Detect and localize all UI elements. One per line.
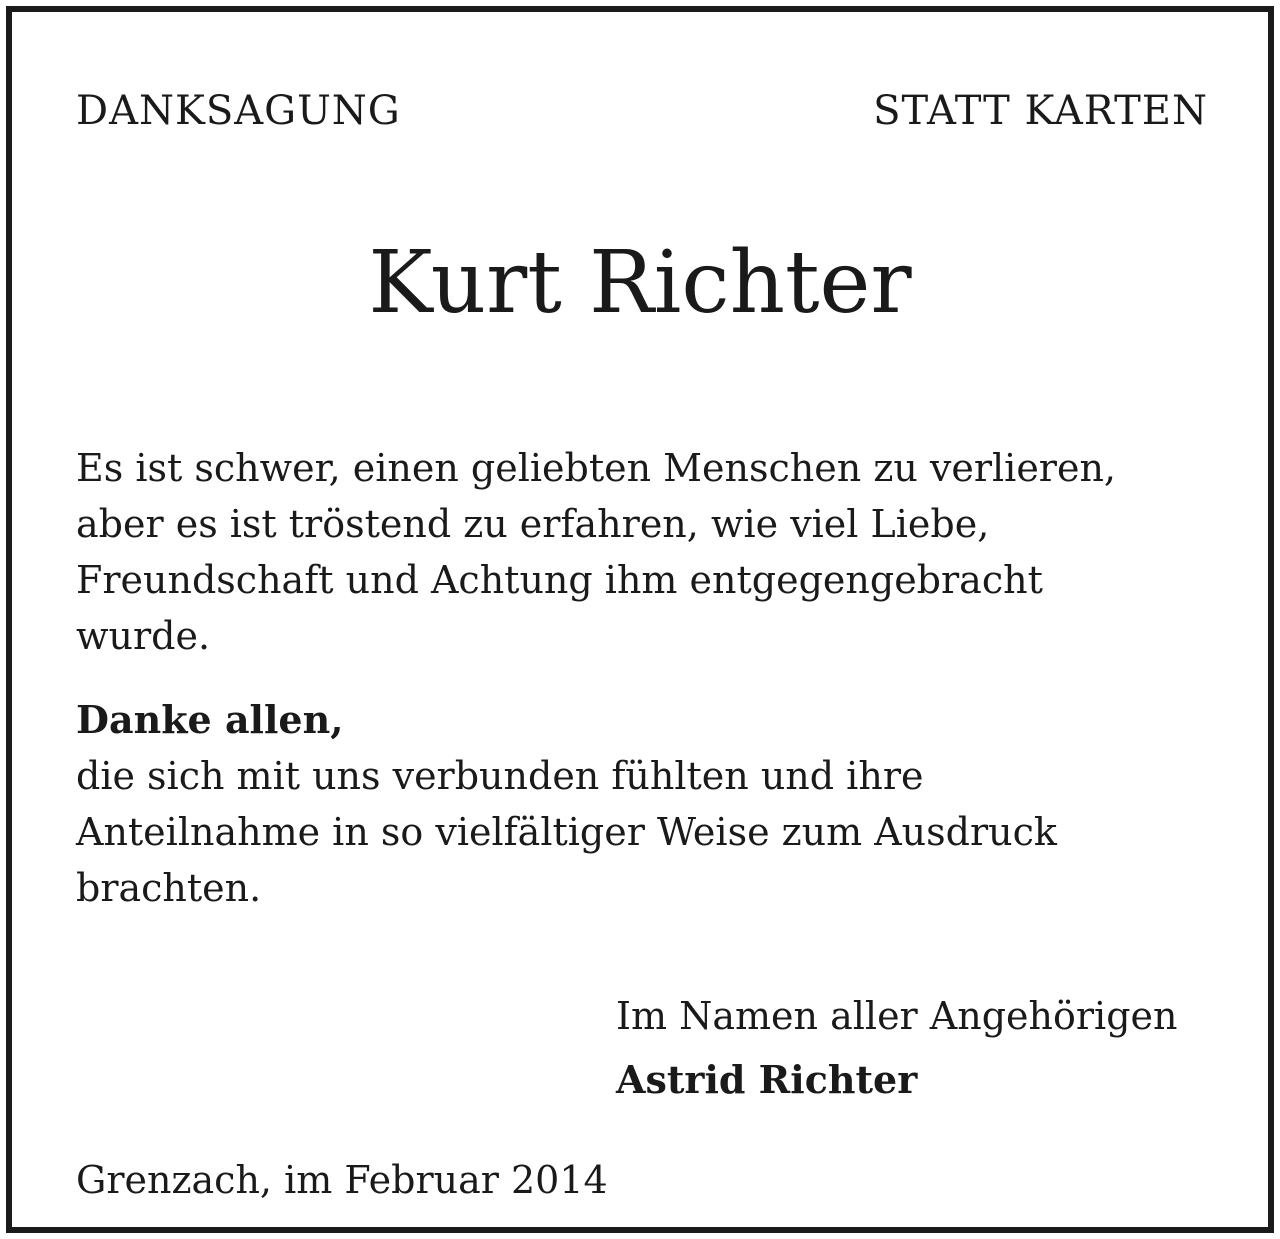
message-paragraph [76,440,1196,664]
notice-frame [6,6,1274,1233]
header-danksagung: DANKSAGUNG [76,88,401,134]
thanks-heading: Danke allen, [76,697,344,742]
signer-name: Astrid Richter [616,1057,918,1102]
thanks-line: Anteilnahme in so vielfältiger Weise zum Ausdruck [76,810,1057,854]
thanks-line: die sich mit uns verbunden fühlten und ihre [76,754,924,798]
message-line: aber es ist tröstend zu erfahren, wie viel Liebe, [76,502,990,546]
message-line: wurde. [76,614,211,658]
header-statt-karten: STATT KARTEN [873,88,1208,134]
deceased-name: Kurt Richter [368,233,912,333]
place-date: Grenzach, im Februar 2014 [76,1158,608,1202]
thanks-line: brachten. [76,866,262,910]
message-line: Es ist schwer, einen geliebten Menschen zu verlieren, [76,446,1117,490]
thanks-paragraph [76,748,1196,916]
closing-line: Im Namen aller Angehörigen [616,994,1178,1038]
message-line: Freundschaft und Achtung ihm entgegengebracht [76,558,1043,602]
